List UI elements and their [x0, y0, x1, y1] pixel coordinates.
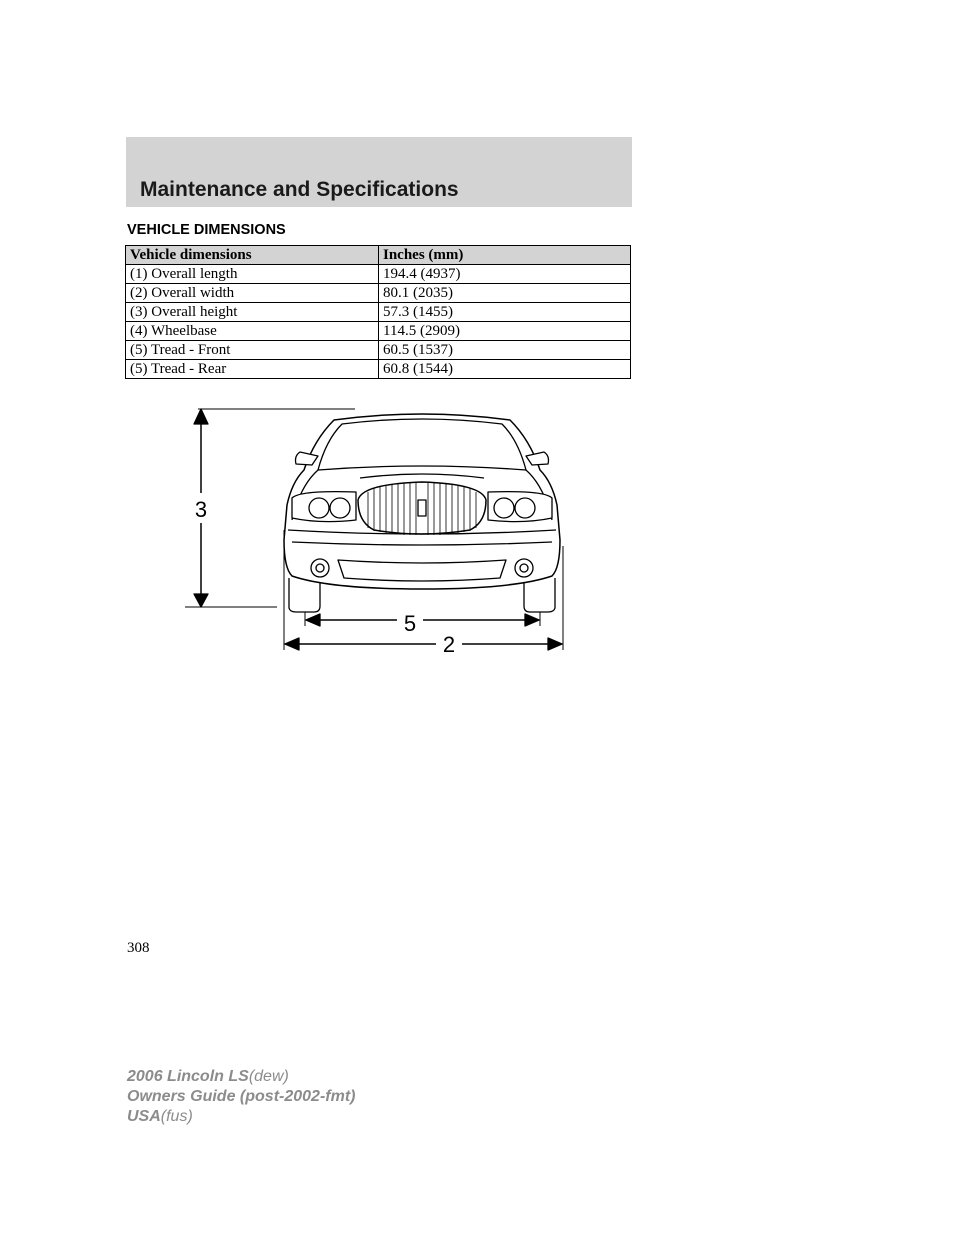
section-heading: VEHICLE DIMENSIONS: [127, 222, 286, 238]
table-row: [126, 284, 631, 303]
page-title: Maintenance and Specifications: [140, 178, 459, 201]
width-label: 2: [442, 632, 456, 654]
column-header: Vehicle dimensions: [126, 246, 379, 265]
dimension-name: (4) Wheelbase: [126, 322, 379, 341]
footer-model: 2006 Lincoln LS: [127, 1068, 249, 1085]
table-header-row: [126, 246, 631, 265]
dimension-value: 194.4 (4937): [379, 265, 631, 284]
footer-market: USA: [127, 1108, 161, 1125]
table-row: [126, 341, 631, 360]
dimension-value: 60.8 (1544): [379, 360, 631, 379]
footer: [127, 1067, 355, 1127]
dimensions-table: [125, 245, 631, 379]
vehicle-front-diagram: [180, 404, 580, 654]
table-row: [126, 322, 631, 341]
dimension-name: (2) Overall width: [126, 284, 379, 303]
tread-dimension: [306, 608, 539, 636]
dimension-name: (5) Tread - Front: [126, 341, 379, 360]
dimension-value: 57.3 (1455): [379, 303, 631, 322]
table-row: [126, 265, 631, 284]
footer-line: [127, 1067, 355, 1087]
dimension-value: 80.1 (2035): [379, 284, 631, 303]
car-front-view: [284, 414, 560, 612]
width-dimension: [285, 632, 562, 654]
dimension-value: 114.5 (2909): [379, 322, 631, 341]
footer-code: (dew): [248, 1068, 289, 1085]
page-number: 308: [127, 940, 150, 956]
footer-market-code: (fus): [160, 1108, 193, 1125]
footer-guide: Owners Guide (post-2002-fmt): [127, 1088, 356, 1105]
footer-line: [127, 1107, 355, 1127]
dimension-value: 60.5 (1537): [379, 341, 631, 360]
footer-line: [127, 1087, 355, 1107]
table-row: [126, 303, 631, 322]
column-header: Inches (mm): [379, 246, 631, 265]
dimension-name: (1) Overall length: [126, 265, 379, 284]
dimension-name: (3) Overall height: [126, 303, 379, 322]
tread-label: 5: [403, 611, 417, 636]
height-label: 3: [194, 497, 208, 522]
table-row: [126, 360, 631, 379]
dimension-name: (5) Tread - Rear: [126, 360, 379, 379]
